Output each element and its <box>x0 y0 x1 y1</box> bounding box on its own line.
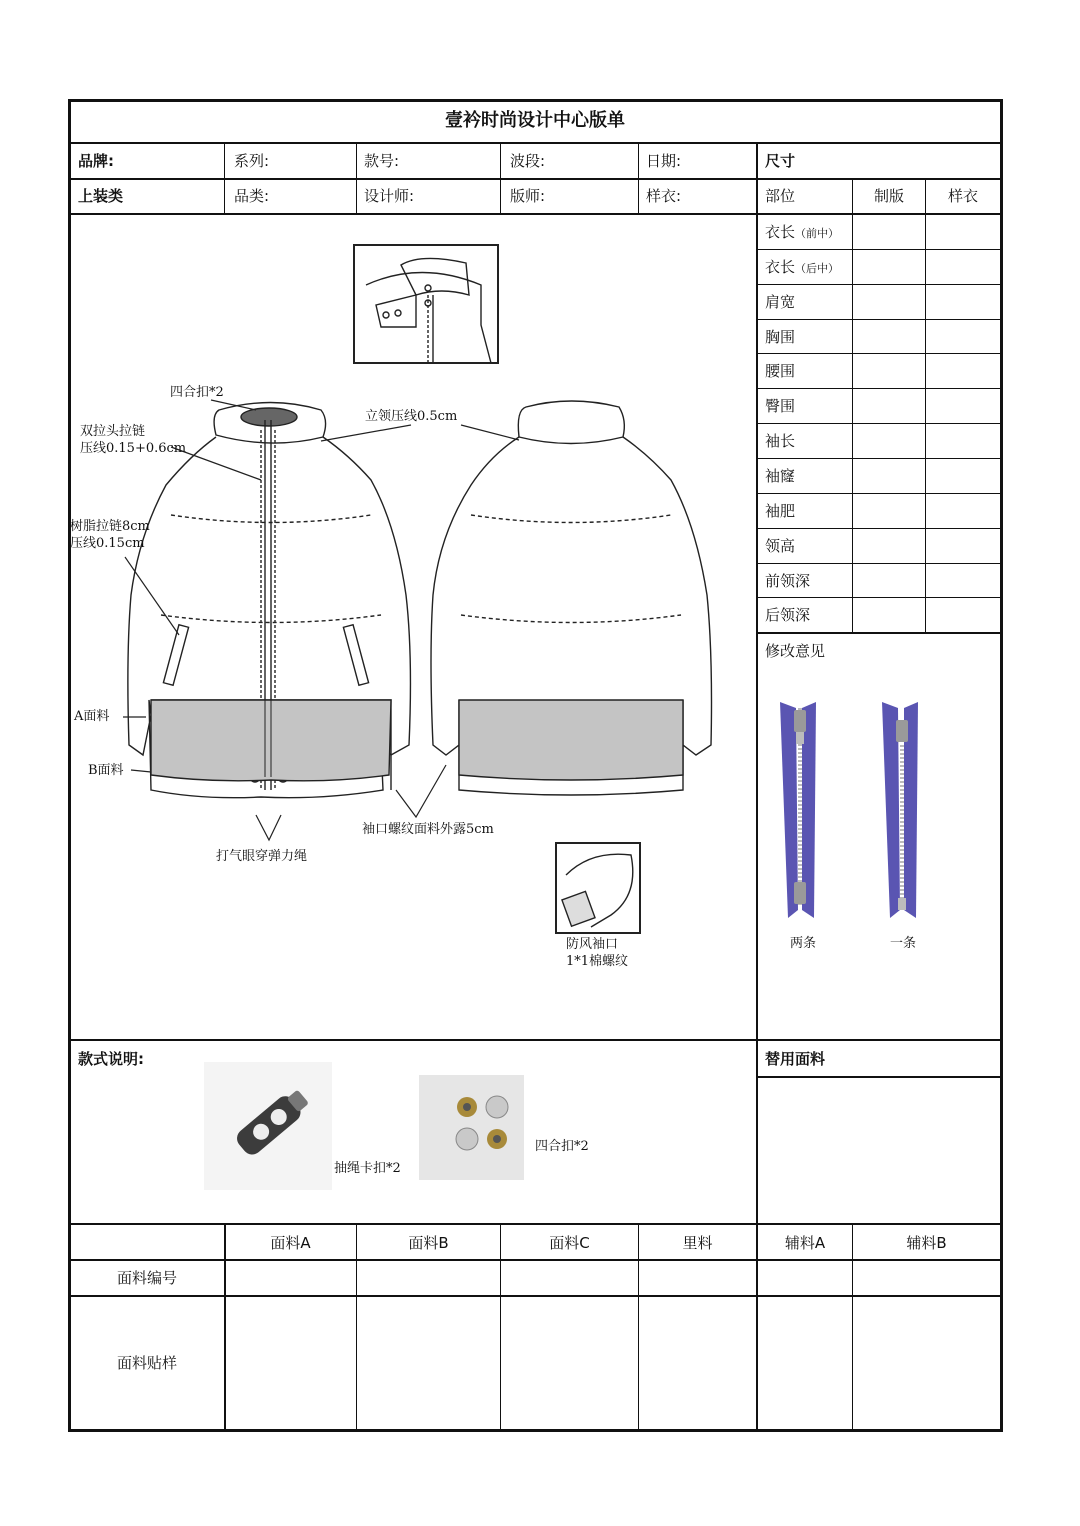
fabric-code-row-label: 面料编号 <box>116 1269 177 1287</box>
size-row-name: 袖长 <box>765 432 796 450</box>
category-label: 品类: <box>234 187 270 205</box>
brand-label: 品牌: <box>78 152 114 170</box>
resin-zip-note-2: 压线0.15cm <box>70 536 145 551</box>
frame-top <box>68 99 1003 102</box>
size-row-label <box>765 362 795 382</box>
double-zip-note-2: 压线0.15+0.6cm <box>80 441 187 456</box>
rule <box>70 1039 1001 1041</box>
size-row-label <box>765 432 795 452</box>
size-row-rule <box>757 214 1001 215</box>
windproof-note-1: 防风袖口 <box>566 937 619 952</box>
fabric-col-accessory-b: 辅料B <box>906 1234 947 1252</box>
size-row-rule <box>757 597 1001 598</box>
fabric-col-b: 面料B <box>408 1234 449 1252</box>
frame-bottom <box>68 1429 1003 1432</box>
rule <box>852 1224 853 1430</box>
rule <box>500 142 501 214</box>
substitute-fabric-label: 替用面料 <box>765 1050 826 1068</box>
size-row-name: 肩宽 <box>765 293 796 311</box>
size-row-rule <box>757 423 1001 424</box>
size-row-rule <box>757 458 1001 459</box>
snap-button-note: 四合扣*2 <box>170 385 224 400</box>
rule <box>224 1224 226 1430</box>
designer-label: 设计师: <box>364 187 415 205</box>
size-col-pattern: 制版 <box>873 187 904 205</box>
rule <box>757 632 1001 634</box>
rule <box>356 1224 357 1430</box>
cord-lock-photo <box>204 1062 332 1190</box>
cuff-rib-note: 袖口螺纹面料外露5cm <box>362 822 494 837</box>
rule <box>70 178 1001 180</box>
size-row-name: 衣长 <box>765 258 796 276</box>
fabric-swatch-row-label: 面料贴样 <box>116 1354 177 1372</box>
rule <box>638 1224 639 1430</box>
rule <box>70 142 1001 144</box>
series-label: 系列: <box>234 152 270 170</box>
rule <box>70 1223 1001 1225</box>
fabric-col-a: 面料A <box>270 1234 311 1252</box>
collar-detail-box <box>354 245 498 363</box>
size-row-rule <box>757 493 1001 494</box>
size-row-name: 后领深 <box>765 606 811 624</box>
size-row-label <box>765 606 810 626</box>
size-row-rule <box>757 319 1001 320</box>
frame-right <box>1000 99 1003 1432</box>
zipper-left-label: 两条 <box>790 936 817 951</box>
rule <box>638 142 639 214</box>
fabric-a-note: A面料 <box>74 709 110 724</box>
size-row-name: 衣长 <box>765 223 796 241</box>
size-row-rule <box>757 563 1001 564</box>
size-row-label <box>765 328 795 348</box>
size-row-rule <box>757 353 1001 354</box>
rule <box>757 1076 1001 1078</box>
date-label: 日期: <box>646 152 682 170</box>
snap-buttons-photo <box>419 1075 524 1180</box>
description-label: 款式说明: <box>78 1050 144 1068</box>
size-row-name: 前领深 <box>765 572 811 590</box>
back-fabric-b <box>459 700 683 780</box>
fabric-b-note: B面料 <box>88 763 124 778</box>
rule <box>356 142 357 214</box>
size-row-label <box>765 397 795 417</box>
style-no-label: 款号: <box>364 152 400 170</box>
eyelet-note: 打气眼穿弹力绳 <box>216 849 308 864</box>
page-title: 壹衿时尚设计中心版单 <box>445 110 625 131</box>
revision-label: 修改意见 <box>765 642 826 660</box>
size-row-label <box>765 293 795 313</box>
pattern-maker-label: 版师: <box>510 187 546 205</box>
size-col-sample: 样衣 <box>947 187 978 205</box>
size-row-rule <box>757 388 1001 389</box>
zipper-right <box>882 702 918 918</box>
size-row-rule <box>757 528 1001 529</box>
fabric-col-accessory-a: 辅料A <box>784 1234 826 1252</box>
rule <box>500 1224 501 1430</box>
rule <box>925 179 926 633</box>
jacket-technical-drawing <box>71 215 756 1039</box>
category-top-label: 上装类 <box>78 187 124 205</box>
size-heading: 尺寸 <box>765 152 796 170</box>
size-col-part: 部位 <box>765 187 796 205</box>
size-row-label <box>765 223 839 243</box>
size-row-label <box>765 467 795 487</box>
rule <box>852 179 853 633</box>
size-row-name: 腰围 <box>765 362 796 380</box>
size-row-label <box>765 258 839 278</box>
cord-lock-note: 抽绳卡扣*2 <box>334 1161 401 1176</box>
zipper-left <box>780 702 816 918</box>
windproof-note-2: 1*1棉螺纹 <box>566 954 629 969</box>
collar-stitch-note: 立领压线0.5cm <box>365 409 458 424</box>
size-row-qualifier: （后中） <box>795 262 840 275</box>
size-row-label <box>765 572 810 592</box>
size-row-name: 袖窿 <box>765 467 796 485</box>
zipper-right-label: 一条 <box>890 936 917 951</box>
size-row-name: 胸围 <box>765 328 796 346</box>
size-row-qualifier: （前中） <box>795 227 840 240</box>
size-row-name: 臀围 <box>765 397 796 415</box>
resin-zip-note-1: 树脂拉链8cm <box>70 519 150 534</box>
snap-buttons-note: 四合扣*2 <box>535 1139 589 1154</box>
rule <box>70 1259 1001 1261</box>
rule <box>224 142 225 214</box>
zipper-illustrations <box>758 690 998 930</box>
size-row-name: 领高 <box>765 537 796 555</box>
double-zip-note-1: 双拉头拉链 <box>80 424 146 439</box>
size-row-rule <box>757 249 1001 250</box>
sample-label: 样衣: <box>646 187 682 205</box>
size-row-label <box>765 502 795 522</box>
fabric-col-c: 面料C <box>549 1234 590 1252</box>
size-row-name: 袖肥 <box>765 502 796 520</box>
size-row-rule <box>757 284 1001 285</box>
size-row-label <box>765 537 795 557</box>
rule <box>70 1295 1001 1297</box>
wave-label: 波段: <box>510 152 546 170</box>
fabric-col-lining: 里料 <box>682 1234 713 1252</box>
